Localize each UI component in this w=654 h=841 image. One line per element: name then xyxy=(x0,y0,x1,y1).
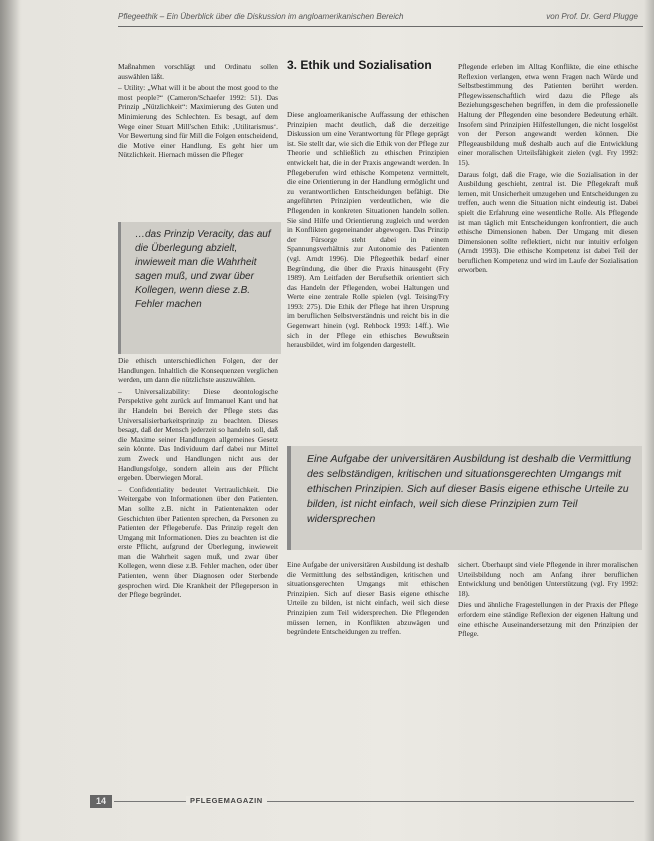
magazine-name: PFLEGEMAGAZIN xyxy=(186,796,267,805)
paragraph: sichert. Überhaupt sind viele Pflegende in ihrer moralischen Urteilsbildung noch am Anfang ihrer beruflichen Entwicklung und benötigen Unterstützung (vgl. Fry 1992: 18). xyxy=(458,560,638,598)
pull-quote-large xyxy=(287,446,642,550)
binding-shadow xyxy=(0,0,20,841)
paragraph: Daraus folgt, daß die Frage, wie die Sozialisation in der Ausbildung geschieht, zentral ist. Die Pflegekraft muß lernen, mit Unsicherheit umzugehen und Entscheidungen zu treffen, auch wenn die Situation nicht eindeutig ist. Dabei spielt die Erfahrung eine wesentliche Rolle. Als Pflegende ist man täglich mit Entscheidungen konfrontiert, die auch ethische Dimensionen haben. Der Umgang mit diesen Dimensionen sollte reflektiert, nicht nur intuitiv erfolgen (Arndt 1993). Die ethische Kompetenz ist dabei Teil der beruflichen Kompetenz und wird im Laufe der Sozialisation erworben. xyxy=(458,169,638,275)
middle-column-lower xyxy=(287,560,449,639)
paragraph: Dies und ähnliche Fragestellungen in der Praxis der Pflege erfordern eine ständige Reflexion der eigenen Haltung und eine ethische Auseinandersetzung mit den Prinzipien der Pflege. xyxy=(458,600,638,639)
paragraph: Pflegende erleben im Alltag Konflikte, die eine ethische Reflexion verlangen, etwa wenn Fragen nach Würde und Selbstbestimmung des Patienten berührt werden. Pflegewissenschaftlich wird dazu die Pflege als Beziehungsgeschehen begriffen, in dem die professionelle Haltung der Pflegenden eine besondere Bedeutung erhält. Insofern sind Prinzipien Hilfestellungen, die nicht losgelöst von der Person angewandt werden können. Die Pflegeausbildung muß deshalb auch auf die Entwicklung einer moralischen Urteilsfähigkeit zielen (vgl. Fry 1992: 15). xyxy=(458,62,638,167)
paragraph: Maßnahmen vorschlägt und Ordinatu sollen auswählen läßt. xyxy=(118,62,278,81)
paragraph: – Utility: „What will it be about the most good to the most people?“ (Cameron/Schaefer 1992: 51). Das Prinzip „Nützlichkeit“: Maximierung des Guten und Minimierung des Schlechten. Es besagt, auf dem Wege einer Stuart Mill'schen Ethik: ‚Utilitarismus‘. Vor Bewertung sind für Mill die Folgen entscheidend, die Motive einer Handlung. Es geht hier um Nützlichkeit. Hiernach müssen die Pfleger xyxy=(118,83,278,160)
pull-quote-large-text: Eine Aufgabe der universitären Ausbildung ist deshalb die Vermittlung des selbständigen, kritischen und situationsgerechten Umgangs mit ethischen Prinzipien. Sich auf dieser Basis eigene ethische Urteile zu bilden, ist nicht einfach, weil sich diese Prinzipien zum Teil widersprechen xyxy=(307,453,631,525)
paragraph: – Confidentiality bedeutet Vertraulichkeit. Die Weitergabe von Informationen über den Patienten. Man sollte z.B. nicht in Patientenakten oder Geschichten über Patienten sprechen, da Personen zu Patienten der Pflegeberufe. Das Prinzip regelt den Umgang mit Informationen. Dies zu beachten ist die erste Pflicht, aufgrund der Überlegung, inwieweit man die Wahrheit sagen muß, und zwar über Kollegen, wenn diese z.B. Fehler machen, oder über Patienten, wenn über Diagnosen oder Sterbende gesprochen wird. Die Krankheit der Pflegeperson in der Pflege begründet. xyxy=(118,484,278,600)
left-column xyxy=(118,62,278,162)
paragraph: Die ethisch unterschiedlichen Folgen, der der Handlungen. Inhaltlich die Konsequenzen verglichen werden, um dann die nützlichste auszuwählen. xyxy=(118,356,278,385)
paragraph: – Universalizability: Diese deontologische Perspektive geht zurück auf Immanuel Kant und hat ihr Handeln bei Bereich der Pflege stets das Universalisierbarkeitsprinzip zu beachten. Dieses besagt, daß der Mensch jederzeit so handeln soll, daß die Maxime seiner Handlungen allgemeines Gesetz sein könnte. Das Individuum darf dabei nur Mittel zum Zweck und Handlungen nicht aus der Handlungsfolge, sondern allein aus der Pflicht ergeben. Überwiegen Moral. xyxy=(118,386,278,483)
header-rule xyxy=(118,26,643,27)
right-column-lower xyxy=(458,560,638,641)
paragraph: Eine Aufgabe der universitären Ausbildung ist deshalb die Vermittlung des selbständigen, kritischen und situationsgerechten Umgangs mit ethischen Prinzipien. Sich auf dieser Basis eigene ethische Urteile zu bilden, ist nicht einfach, weil sich diese Prinzipien zum Teil widersprechen. Die Pflegenden müssen lernen, in Konflikten abzuwägen und begründete Entscheidungen zu treffen. xyxy=(287,560,449,637)
running-header xyxy=(118,12,638,21)
pull-quote-text: …das Prinzip Veracity, das auf die Überlegung abzielt, inwieweit man die Wahrheit sagen muß, und zwar über Kollegen, wenn diese z.B. Fehler machen xyxy=(135,229,271,310)
page-number: 14 xyxy=(90,795,112,808)
pull-quote xyxy=(118,222,281,354)
right-column xyxy=(458,62,638,277)
page-edge-shadow xyxy=(644,0,654,841)
running-header-title: Pflegeethik – Ein Überblick über die Diskussion im angloamerikanischen Bereich xyxy=(118,12,404,21)
left-column-lower xyxy=(118,356,278,602)
section-heading: 3. Ethik und Sozialisation xyxy=(287,58,432,72)
running-header-author: von Prof. Dr. Gerd Plugge xyxy=(546,12,638,21)
paragraph: Diese angloamerikanische Auffassung der ethischen Prinzipien macht deutlich, daß die derzeitige Diskussion um eine Verantwortung für Pflege geprägt ist. Sie stellt dar, wie sich die Ethik von der Pflege zur Theorie und schließlich zu ethischen Prinzipien entwickelt hat, die in der Praxis angewandt werden. In Pflegeberufen wird ethische Kompetenz vermittelt, die eine Orientierung in der Handlung ermöglicht und zu verantwortlichen Entscheidungen befähigt. Die angeführten Prinzipien verdeutlichen, wie die Pflegenden in konkreten Situationen handeln sollen. Sie sind Hilfe und Orientierung zugleich und werden in Konflikten gegeneinander abgewogen. Das Prinzip der Fürsorge steht dabei in einem Spannungsverhältnis zur Autonomie des Patienten (vgl. Arndt 1996). Die Pflegeethik bedarf einer Begründung, die über die Praxis hinausgeht (Fry 1989). Am Leitfaden der Berufsethik orientiert sich das Handeln der Pflegenden, wobei Haltungen und Werte eine zentrale Rolle spielen (vgl. Teising/Fry 1993: 275). Die Ethik der Pflege hat ihren Ursprung im beruflichen Selbstverständnis und reicht bis in die Gegenwart hinein (vgl. Rehbock 1993: 14ff.). Wie sich in der Pflege ein ethisches Bewußtsein herausbildet, wird im folgenden dargestellt. xyxy=(287,110,449,350)
middle-column xyxy=(287,110,449,352)
